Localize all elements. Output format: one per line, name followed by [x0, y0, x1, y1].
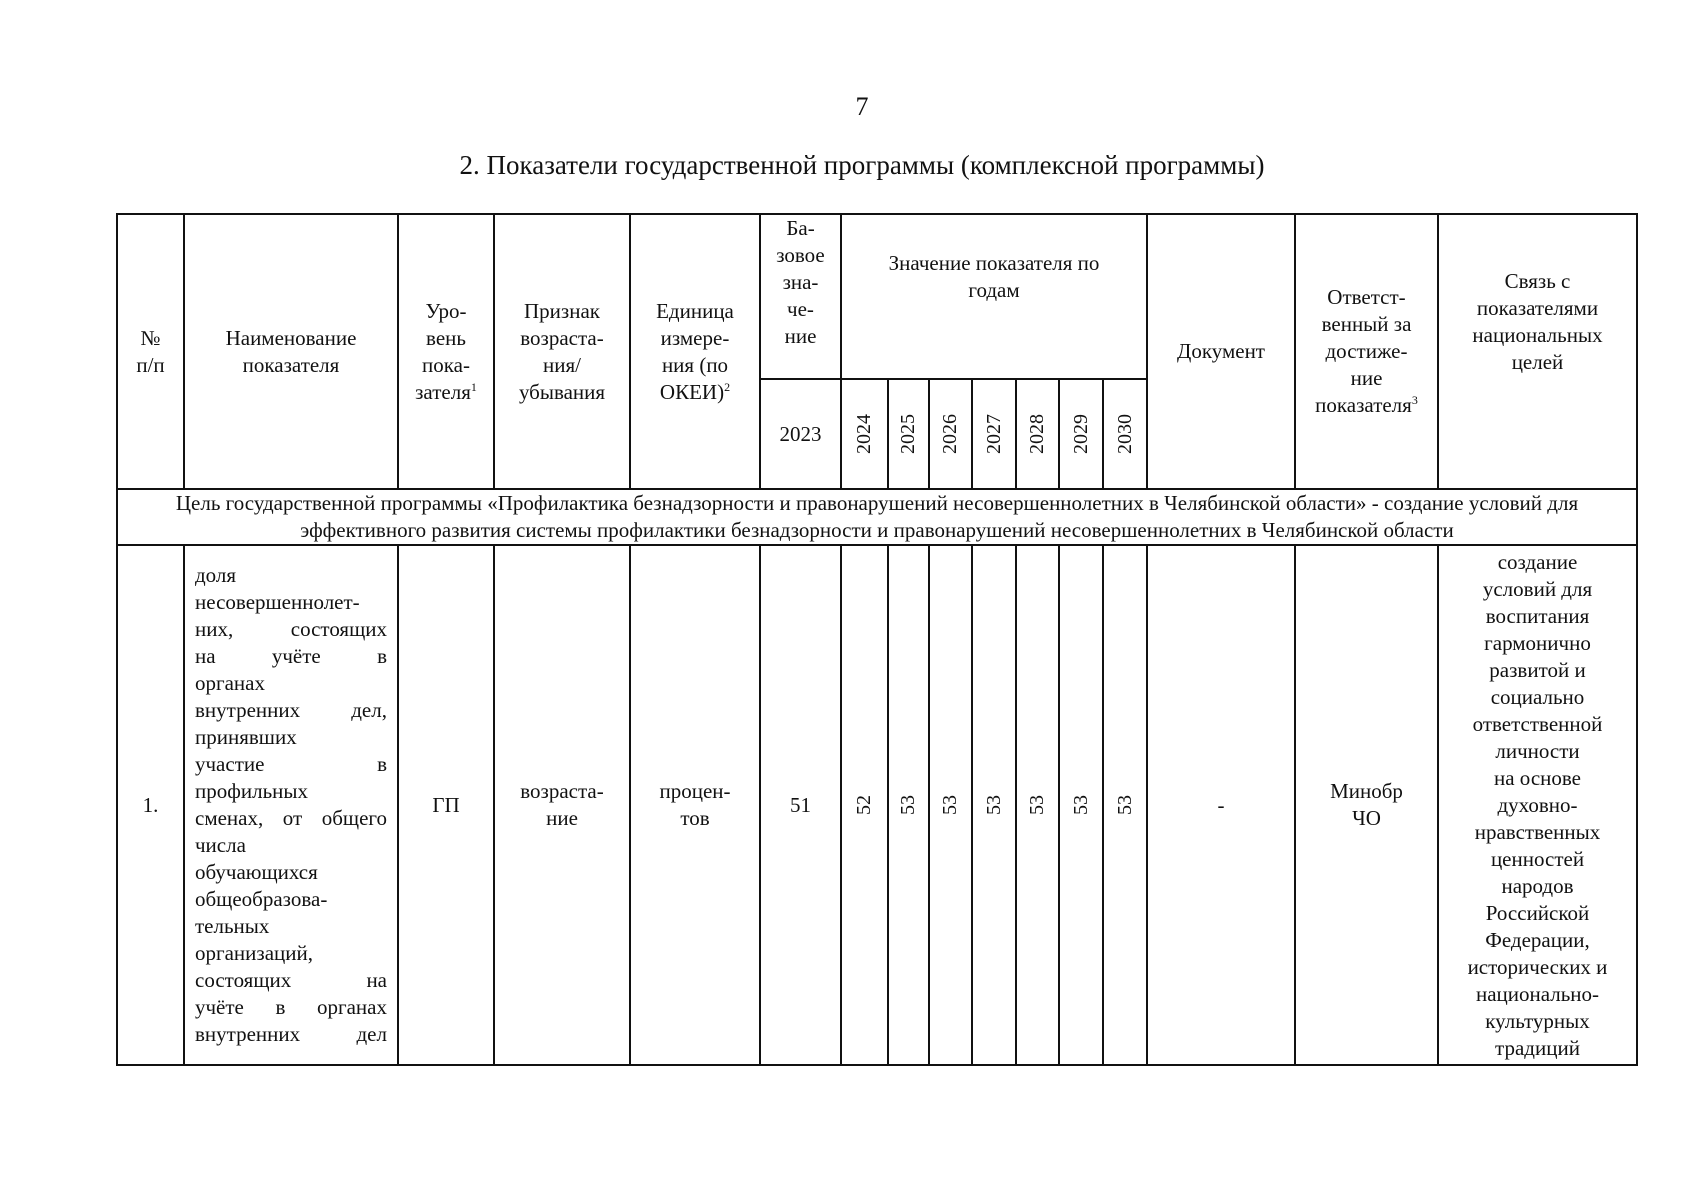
- header-num: № п/п: [117, 214, 184, 489]
- page-title: 2. Показатели государственной программы (комплексной программы): [459, 150, 1265, 180]
- row-value-2030: 53: [1103, 545, 1147, 1065]
- header-year-2029: 2029: [1059, 379, 1103, 489]
- row-name-line: доля: [195, 563, 237, 587]
- header-year-2025: 2025: [888, 379, 929, 489]
- header-year-2027: 2027: [972, 379, 1016, 489]
- footnote-1: 1: [470, 379, 477, 394]
- indicators-table: [116, 213, 1638, 1066]
- row-name-line: тельных: [195, 914, 270, 938]
- header-unit: Единица измере- ния (по ОКЕИ)$^2$: [630, 214, 760, 489]
- row-value-2024: 52: [841, 545, 888, 1065]
- header-link: Связь с показателями национальных целей: [1438, 214, 1637, 489]
- row-link: создание условий для воспитания гармонично развитой и социально ответственной личности на основе духовно- нравственных ценностей народов Российской Федерации, исторических и национально- культурных традиций: [1438, 545, 1637, 1065]
- row-num: 1.: [117, 545, 184, 1065]
- page-number: 7: [855, 92, 869, 121]
- footnote-3: 3: [1411, 393, 1418, 407]
- header-base: Ба- зовое зна- че- ние: [760, 214, 841, 379]
- row-name-line: общеобразова-: [195, 887, 328, 911]
- row-value-2027: 53: [972, 545, 1016, 1065]
- row-name-line: сменах, от общего: [195, 806, 387, 830]
- row-value-2029: 53: [1059, 545, 1103, 1065]
- row-name-line: учёте в органах: [195, 995, 387, 1019]
- row-value-2026: 53: [929, 545, 972, 1065]
- row-responsible: Минобр ЧО: [1295, 545, 1438, 1065]
- header-document: Документ: [1147, 214, 1295, 489]
- header-year-2026: 2026: [929, 379, 972, 489]
- row-name-line: обучающихся: [195, 860, 318, 884]
- row-name-line: состоящих на: [195, 968, 387, 992]
- row-name: [184, 545, 398, 1065]
- row-base-value: 51: [760, 545, 841, 1065]
- header-base-year: 2023: [760, 379, 841, 489]
- row-name-line: внутренних дел: [195, 1022, 387, 1046]
- row-unit: процен- тов: [630, 545, 760, 1065]
- table-row: [117, 545, 1637, 1065]
- row-name-line: несовершеннолет-: [195, 590, 360, 614]
- row-trend: возраста- ние: [494, 545, 630, 1065]
- header-year-2024: 2024: [841, 379, 888, 489]
- header-name: Наименование показателя: [184, 214, 398, 489]
- header-responsible: Ответст- венный за достиже- ние показателя$^3$: [1295, 214, 1438, 489]
- row-name-line: профильных: [195, 779, 308, 803]
- row-name-line: органах: [195, 671, 265, 695]
- row-value-2025: 53: [888, 545, 929, 1065]
- row-value-2028: 53: [1016, 545, 1059, 1065]
- header-level: Уро- вень пока- зателя$^1$: [398, 214, 494, 489]
- header-year-2030: 2030: [1103, 379, 1147, 489]
- row-name-line: участие в: [195, 752, 387, 776]
- row-name-line: внутренних дел,: [195, 698, 387, 722]
- row-name-line: принявших: [195, 725, 297, 749]
- row-name-line: организаций,: [195, 941, 313, 965]
- header-values-group: Значение показателя по годам: [841, 214, 1147, 379]
- row-level: ГП: [398, 545, 494, 1065]
- footnote-2: 2: [724, 379, 731, 394]
- row-document: -: [1147, 545, 1295, 1065]
- program-goal: Цель государственной программы «Профилактика безнадзорности и правонарушений несовершеннолетних в Челябинской области» - создание условий для эффективного развития системы профилактики безнадзорности и правонарушений несовершеннолетних в Челябинской области: [117, 489, 1637, 545]
- row-name-line: на учёте в: [195, 644, 387, 668]
- header-trend: Признак возраста- ния/ убывания: [494, 214, 630, 489]
- header-year-2028: 2028: [1016, 379, 1059, 489]
- row-name-line: числа: [195, 833, 246, 857]
- row-name-line: них, состоящих: [195, 617, 387, 641]
